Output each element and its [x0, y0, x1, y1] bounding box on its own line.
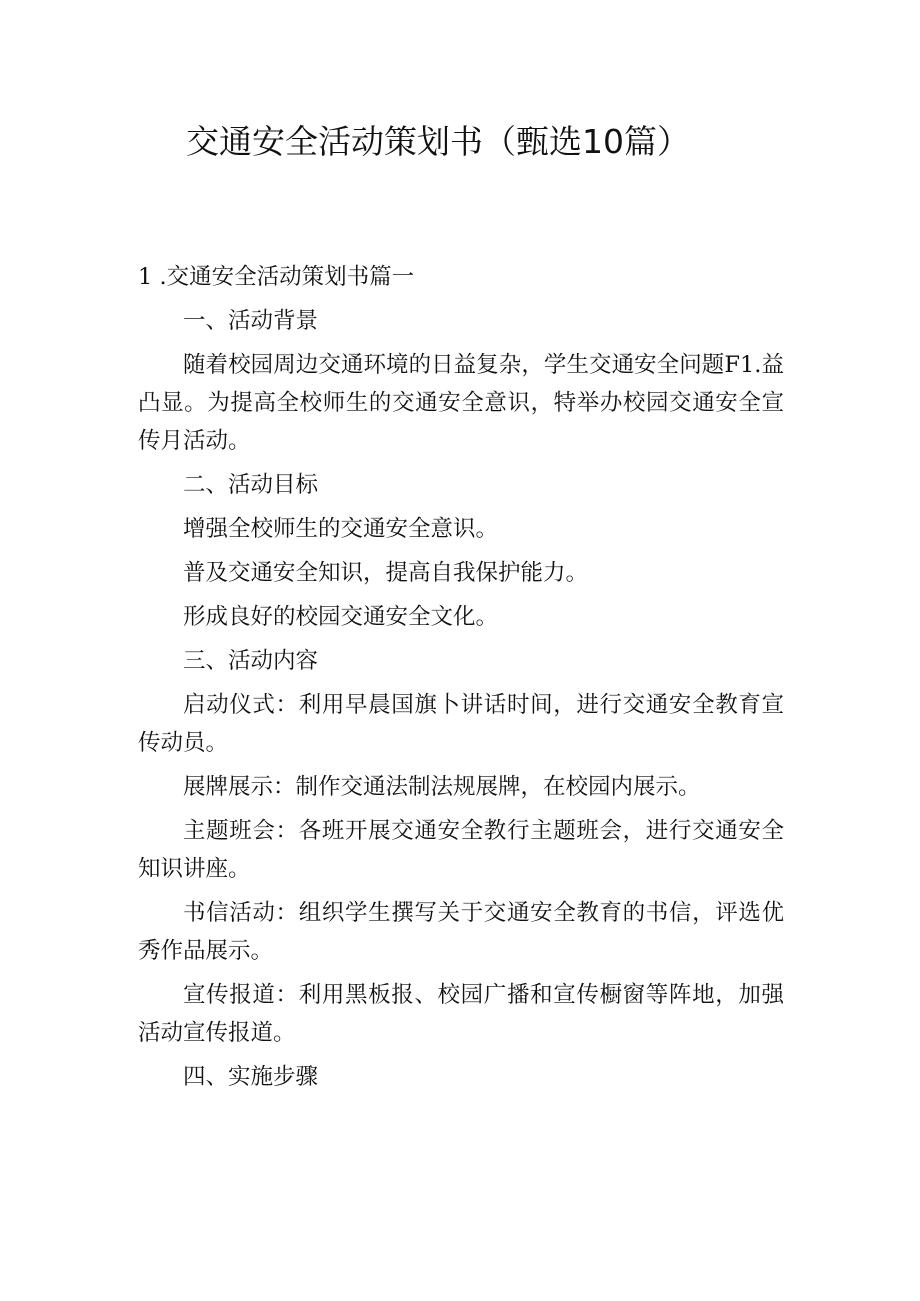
heading-implementation-steps: 四、实施步骤	[183, 1064, 319, 1090]
section-title: 1 .交通安全活动策划书篇一	[138, 264, 415, 290]
paragraph-goal-1: 增强全校师生的交通安全意识。	[183, 516, 499, 542]
paragraph-background: 随着校园周边交通环境的日益复杂，学生交通安全问题F1.益凸显。为提高全校师生的交通安全意识，特举办校园交通安全宣传月活动。	[138, 352, 784, 454]
paragraph-content-2: 展牌展示：制作交通法制法规展牌，在校园内展示。	[183, 774, 701, 800]
heading-activity-goals: 二、活动目标	[183, 472, 319, 498]
paragraph-content-4: 书信活动：组织学生撰写关于交通安全教育的书信，评选优秀作品展示。	[138, 900, 784, 964]
paragraph-goal-3: 形成良好的校园交通安全文化。	[183, 604, 499, 630]
heading-activity-content: 三、活动内容	[183, 648, 319, 674]
paragraph-goal-2: 普及交通安全知识，提高自我保护能力。	[183, 560, 589, 586]
paragraph-content-1: 启动仪式：利用早晨国旗卜讲话时间，进行交通安全教育宣传动员。	[138, 692, 784, 756]
document-body	[138, 258, 784, 1102]
heading-activity-background: 一、活动背景	[183, 308, 319, 334]
document-title: 交通安全活动策划书（甄选10篇）	[186, 122, 690, 161]
paragraph-content-3: 主题班会：各班开展交通安全教行主题班会，进行交通安全知识讲座。	[138, 818, 784, 882]
paragraph-content-5: 宣传报道：利用黑板报、校园广播和宣传橱窗等阵地，加强活动宣传报道。	[138, 982, 784, 1046]
